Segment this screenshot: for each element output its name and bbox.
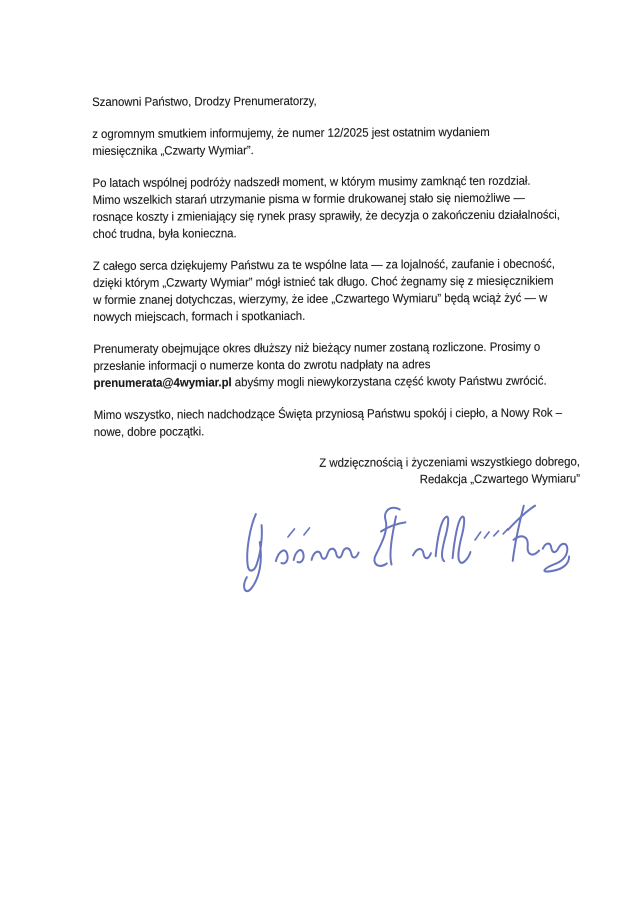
signature-stroke <box>374 508 405 566</box>
signature-stroke <box>288 528 310 537</box>
paragraph-line: dzięki którym „Czwarty Wymiar” mógł istnieć tak długo. Choć żegnamy się z miesięcznikiem <box>92 273 554 290</box>
signature-stroke <box>244 514 262 591</box>
signature-ink-strokes <box>231 502 579 596</box>
letter-body <box>92 91 581 597</box>
signature-stroke <box>413 517 471 564</box>
paragraph-line-with-email <box>93 372 579 392</box>
paragraph-thanks <box>93 255 579 326</box>
paragraph-line: z ogromnym smutkiem informujemy, że numer 12/2025 jest ostatnim wydaniem <box>92 124 490 141</box>
paragraph-line: rosnące koszty i zmieniający się rynek prasy sprawiły, że decyzja o zakończeniu działalności, <box>92 207 560 224</box>
signature-stroke <box>276 550 304 563</box>
signature-stroke <box>312 548 359 560</box>
paragraph-line: Po latach wspólnej podróży nadszedł moment, w którym musimy zamknąć ten rozdział. <box>92 173 531 190</box>
paragraph-wishes <box>94 404 580 441</box>
paragraph-refund <box>93 338 579 392</box>
salutation <box>92 91 578 111</box>
paragraph-line: Mimo wszelkich starań utrzymanie pisma w formie drukowanej stało się niemożliwe — <box>92 190 525 207</box>
closing-line-sender: Redakcja „Czwartego Wymiaru” <box>419 471 581 487</box>
paragraph-line: Prenumeraty obejmujące okres dłuższy niż bieżący numer zostaną rozliczone. Prosimy o <box>93 339 541 356</box>
signature-stroke <box>475 529 508 540</box>
closing-line: Z wdzięcznością i życzeniami wszystkiego dobrego, <box>319 454 580 470</box>
paragraph-line: miesięcznika „Czwarty Wymiar”. <box>92 143 254 158</box>
paragraph-closure-reason <box>92 172 578 243</box>
paragraph-announcement <box>92 123 578 160</box>
signature-stroke <box>508 506 539 561</box>
paragraph-line: Z całego serca dziękujemy Państwu za te wspólne lata — za lojalność, zaufanie i obecność, <box>92 256 555 273</box>
salutation-text: Szanowni Państwo, Drodzy Prenumeratorzy, <box>92 93 317 109</box>
closing <box>94 453 580 490</box>
paragraph-line: Mimo wszystko, niech nadchodzące Święta przyniosą Państwu spokój i ciepło, a Nowy Rok – <box>93 405 563 422</box>
signature-handwritten <box>231 502 579 596</box>
paragraph-line: przesłanie informacji o numerze konta do zwrotu nadpłaty na adres <box>93 357 431 373</box>
paragraph-line: nowe, dobre początki. <box>93 424 205 439</box>
email-address: prenumerata@4wymiar.pl <box>93 375 232 390</box>
signature-stroke <box>543 543 569 571</box>
paragraph-line: nowych miejscach, formach i spotkaniach. <box>93 308 306 324</box>
paragraph-line: choć trudna, była konieczna. <box>92 226 237 241</box>
paragraph-line-remainder: abyśmy mogli niewykorzystana część kwoty Państwu zwrócić. <box>231 373 547 390</box>
paragraph-line: w formie znanej dotychczas, wierzymy, że idee „Czwartego Wymiaru” będą wciąż żyć — w <box>93 290 548 307</box>
